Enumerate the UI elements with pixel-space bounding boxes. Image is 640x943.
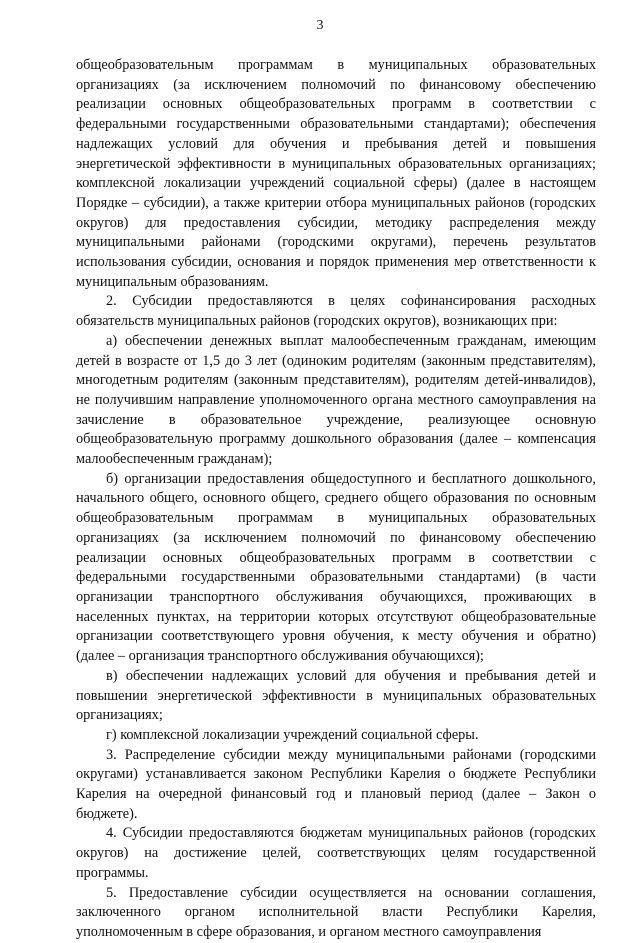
document-body (76, 56, 596, 943)
page-number: 3 (316, 18, 324, 33)
paragraph-item-3: 3. Распределение субсидии между муниципальными районами (городскими округами) устанавливается законом Республики Карелия о бюджете Республики Карелия на очередной финансовый год и плановый период (далее – Закон о бюджете). (76, 746, 596, 822)
paragraph-item-4: 4. Субсидии предоставляются бюджетам муниципальных районов (городских округов) на достижение целей, соответствующих целям государственной программы. (76, 825, 596, 881)
paragraph-continuation: общеобразовательным программам в муниципальных образовательных организациях (за исключением полномочий по финансовому обеспечению реализации основных общеобразовательных программ в соответствии с федеральными государственными образовательными стандартами); обеспечения надлежащих условий для обучения и пребывания детей и повышения энергетической эффективности в муниципальных образовательных организациях; комплексной локализации учреждений социальной сферы) (далее в настоящем Порядке – субсидии), а также критерии отбора муниципальных районов (городских округов) для предоставления субсидии, методику распределения между муниципальными районами (городскими округами), перечень результатов использования субсидии, основания и порядок применения мер ответственности к муниципальным образованиям. (76, 57, 596, 290)
paragraph-subitem-b: б) организации предоставления общедоступного и бесплатного дошкольного, начального общего, основного общего, среднего общего образования по основным общеобразовательным программам в муниципальных образовательных организациях (за исключением полномочий по финансовому обеспечению реализации основных общеобразовательных программ в соответствии с федеральными государственными образовательными стандартами) (в части организации транспортного обслуживания обучающихся, проживающих в населенных пунктах, на территории которых отсутствуют общеобразовательные организации соответствующего уровня обучения, к месту обучения и обратно) (далее – организация транспортного обслуживания обучающихся); (76, 470, 596, 665)
paragraph-subitem-g: г) комплексной локализации учреждений социальной сферы. (106, 726, 479, 743)
paragraph-item-2: 2. Субсидии предоставляются в целях софинансирования расходных обязательств муниципальных районов (городских округов), возникающих при: (76, 293, 596, 330)
paragraph-item-5: 5. Предоставление субсидии осуществляется на основании соглашения, заключенного органом исполнительной власти Республики Карелия, уполномоченным в сфере образования, и органом местного самоуправления (76, 884, 596, 940)
paragraph-subitem-v: в) обеспечении надлежащих условий для обучения и пребывания детей и повышении энергетической эффективности в муниципальных образовательных организациях; (76, 667, 596, 724)
paragraph-subitem-a: а) обеспечении денежных выплат малообеспеченным гражданам, имеющим детей в возрасте от 1,5 до 3 лет (одиноким родителям (законным представителям), многодетным родителям (законным представителям), родителям детей-инвалидов), не получившим направление уполномоченного органа местного самоуправления на зачисление в образовательное учреждение, реализующее основную общеобразовательную программу дошкольного образования (далее – компенсация малообеспеченным гражданам); (76, 332, 596, 468)
